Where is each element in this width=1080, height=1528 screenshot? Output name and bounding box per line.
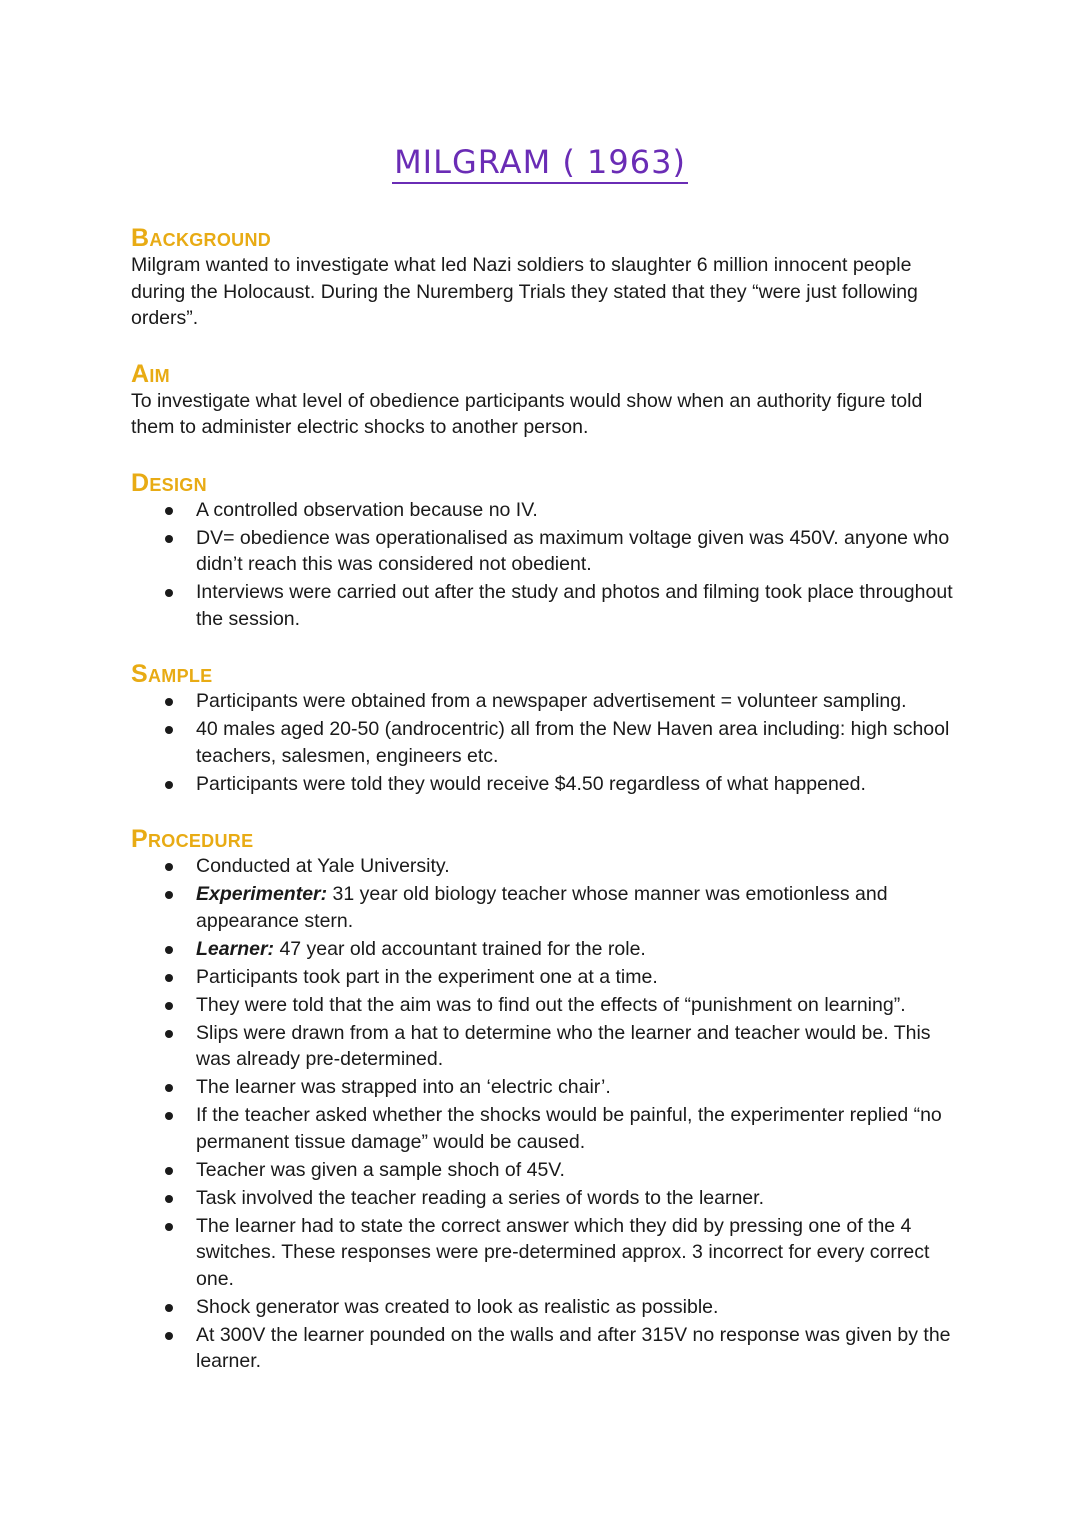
procedure-list-item <box>131 936 961 963</box>
background-paragraph: Milgram wanted to investigate what led Nazi soldiers to slaughter 6 million innocent people during the Holocaust. During the Nuremberg Trials they stated that they “were just following orders”. <box>131 254 918 329</box>
section-heading-procedure: Procedure <box>131 825 254 853</box>
procedure-list-item: The learner was strapped into an ‘electric chair’. <box>131 1074 961 1101</box>
section-sample <box>131 660 961 797</box>
section-procedure <box>131 825 961 1375</box>
section-aim <box>131 360 961 441</box>
section-heading-background: Background <box>131 224 272 252</box>
experimenter-text: 31 year old biology teacher whose manner was emotionless and appearance stern. <box>196 883 888 932</box>
sample-list-item: Participants were obtained from a newspaper advertisement = volunteer sampling. <box>131 688 961 715</box>
procedure-list-item: If the teacher asked whether the shocks would be painful, the experimenter replied “no permanent tissue damage” would be caused. <box>131 1102 961 1155</box>
procedure-list <box>131 853 961 1375</box>
design-list <box>131 497 961 633</box>
page-title <box>0 138 1080 186</box>
aim-paragraph: To investigate what level of obedience participants would show when an authority figure told them to administer electric shocks to another person. <box>131 389 923 438</box>
design-list-item: A controlled observation because no IV. <box>131 497 961 524</box>
procedure-list-item: Task involved the teacher reading a series of words to the learner. <box>131 1185 961 1212</box>
procedure-list-item: Participants took part in the experiment one at a time. <box>131 964 961 991</box>
procedure-list-item: Shock generator was created to look as realistic as possible. <box>131 1294 961 1321</box>
design-list-item: Interviews were carried out after the study and photos and filming took place throughout the session. <box>131 579 961 632</box>
learner-label: Learner: <box>196 937 275 960</box>
sample-list-item: Participants were told they would receive $4.50 regardless of what happened. <box>131 771 961 798</box>
sample-list <box>131 688 961 797</box>
procedure-list-item: Conducted at Yale University. <box>131 853 961 880</box>
procedure-list-item: The learner had to state the correct answer which they did by pressing one of the 4 switches. These responses were pre-determined approx. 3 incorrect for every correct one. <box>131 1213 961 1293</box>
section-heading-sample: Sample <box>131 660 213 688</box>
section-background <box>131 224 961 332</box>
procedure-list-item: Teacher was given a sample shoch of 45V. <box>131 1157 961 1184</box>
procedure-list-item: Slips were drawn from a hat to determine who the learner and teacher would be. This was already pre-determined. <box>131 1020 961 1073</box>
learner-text: 47 year old accountant trained for the role. <box>274 937 646 960</box>
design-list-item: DV= obedience was operationalised as maximum voltage given was 450V. anyone who didn’t reach this was considered not obedient. <box>131 525 961 578</box>
experimenter-label: Experimenter: <box>196 883 328 905</box>
document-body <box>131 224 961 1376</box>
section-heading-aim: Aim <box>131 359 170 388</box>
procedure-list-item <box>131 881 961 934</box>
sample-list-item: 40 males aged 20-50 (androcentric) all from the New Haven area including: high school teachers, salesmen, engineers etc. <box>131 716 961 769</box>
page-title-text: MILGRAM ( 1963) <box>392 142 688 184</box>
procedure-list-item: At 300V the learner pounded on the walls and after 315V no response was given by the learner. <box>131 1322 961 1375</box>
procedure-list-item: They were told that the aim was to find out the effects of “punishment on learning”. <box>131 992 961 1019</box>
section-heading-design: Design <box>131 468 207 497</box>
section-design <box>131 469 961 633</box>
